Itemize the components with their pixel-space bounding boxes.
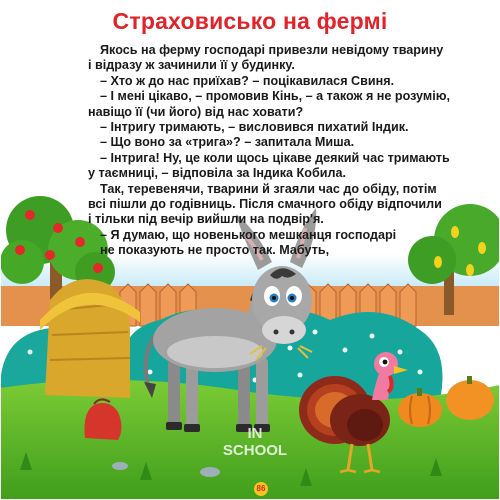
- story-line: – Інтрига! Ну, це коли щось цікаве деякий час тримають: [100, 150, 450, 165]
- story-line: Якось на ферму господарі привезли невідому тварину: [100, 43, 444, 57]
- page-number: 86: [254, 482, 268, 496]
- story-line: – І мені цікаво, – промовив Кінь, – а також я не розумію,: [100, 89, 450, 104]
- watermark: [210, 425, 300, 459]
- story-line: Так, теревенячи, тварини й згаяли час до обіду, потім: [100, 181, 437, 196]
- story-line: навіщо її (чи його) від нас ховати?: [88, 104, 304, 119]
- watermark-line: IN: [247, 425, 263, 442]
- page-title: Страховисько на фермі: [112, 8, 388, 34]
- story-line: всі пішли до годівниць. Після смачного обіду відпочили: [88, 197, 442, 212]
- watermark-line: SCHOOL: [222, 442, 288, 459]
- story-line: і тільки під вечір вийшли на подвір'я.: [88, 212, 324, 227]
- story-line: і відразу ж зачинили її у будинку.: [88, 58, 295, 73]
- story-line: – Я думаю, що новенького мешканця господарі: [100, 227, 397, 242]
- story-line: у таємниці, – відповіла за Індика Кобила.: [88, 166, 346, 181]
- story-line: – Що воно за «трига»? – запитала Миша.: [100, 135, 355, 150]
- story-line: – Інтригу тримають, – висловився пихатий Індик.: [100, 120, 409, 135]
- story-text: [88, 43, 460, 259]
- story-line: не показують не просто так. Мабуть,: [100, 243, 330, 258]
- story-line: – Хто ж до нас приїхав? – поцікавилася Свиня.: [100, 73, 395, 88]
